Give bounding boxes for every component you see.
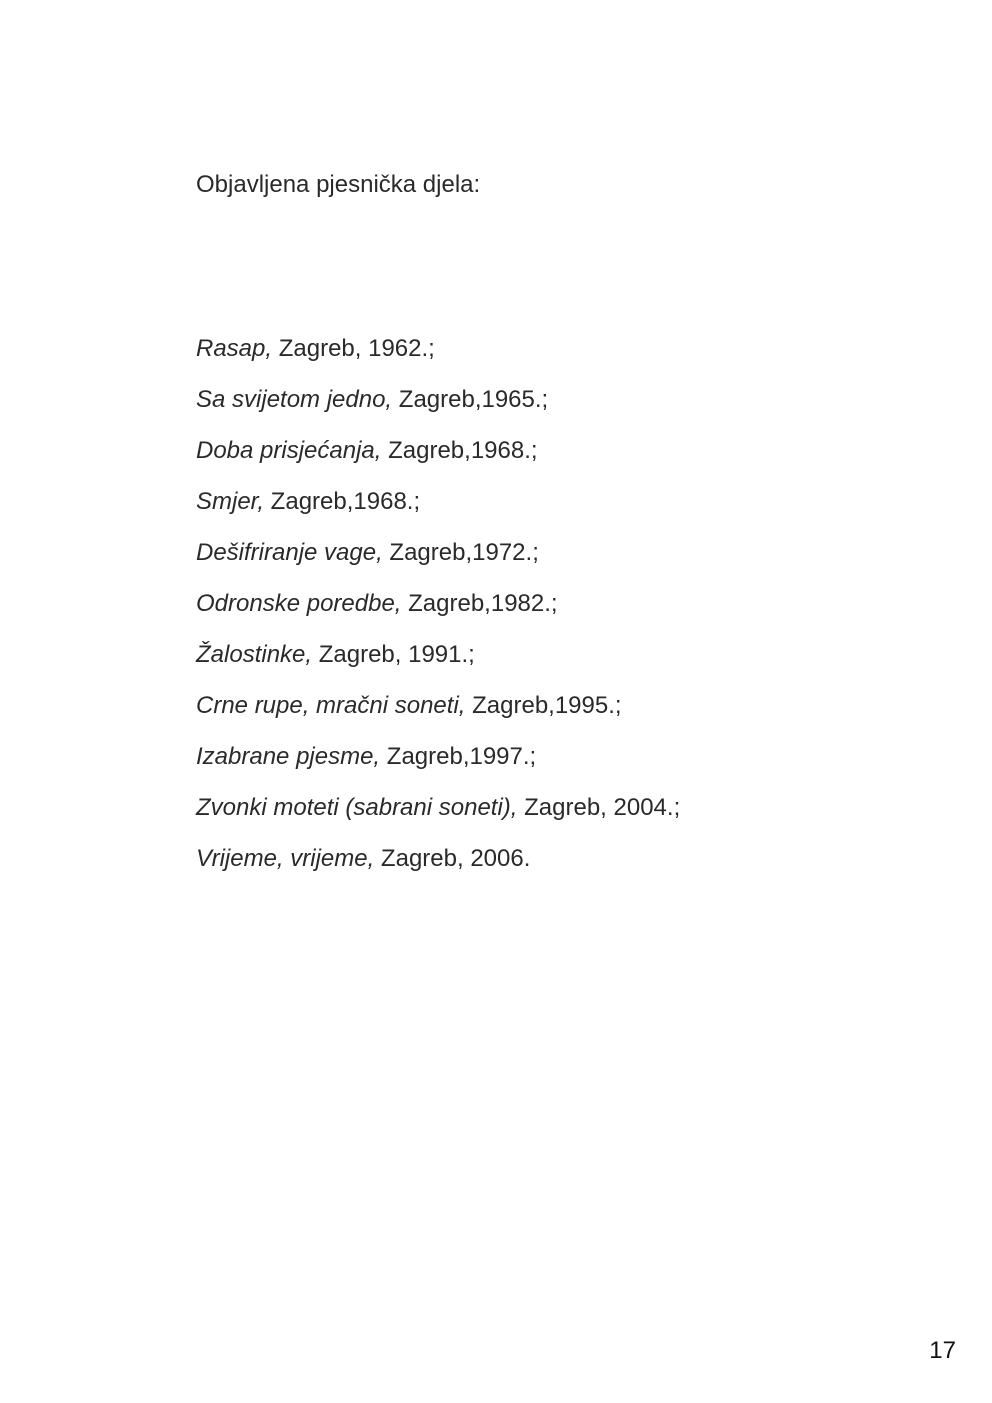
page-number: 17 bbox=[929, 1337, 956, 1364]
list-item bbox=[196, 334, 680, 385]
work-details: Zagreb,1965.; bbox=[392, 386, 549, 413]
work-details: Zagreb,1995.; bbox=[465, 692, 622, 719]
work-details: Zagreb,1972.; bbox=[382, 539, 539, 566]
work-details: Zagreb,1968.; bbox=[264, 488, 421, 515]
work-title: Zvonki moteti (sabrani soneti), bbox=[196, 794, 518, 821]
work-title: Izabrane pjesme, bbox=[196, 743, 381, 770]
list-item bbox=[196, 385, 680, 436]
work-title: Rasap, bbox=[196, 335, 273, 362]
list-item bbox=[196, 589, 680, 640]
work-title: Smjer, bbox=[196, 488, 265, 515]
work-details: Zagreb, 1962.; bbox=[272, 335, 435, 362]
list-item bbox=[196, 538, 680, 589]
work-details: Zagreb, 1991.; bbox=[312, 641, 475, 668]
work-title: Odronske poredbe, bbox=[196, 590, 402, 617]
work-details: Zagreb,1982.; bbox=[401, 590, 558, 617]
list-item bbox=[196, 487, 680, 538]
work-details: Zagreb, 2006. bbox=[374, 845, 531, 872]
list-item bbox=[196, 691, 680, 742]
work-title: Crne rupe, mračni soneti, bbox=[196, 692, 466, 719]
work-details: Zagreb,1997.; bbox=[380, 743, 537, 770]
list-item bbox=[196, 793, 680, 844]
work-title: Doba prisjećanja, bbox=[196, 437, 382, 464]
work-title: Dešifriranje vage, bbox=[196, 539, 383, 566]
list-item bbox=[196, 742, 680, 793]
work-title: Sa svijetom jedno, bbox=[196, 386, 393, 413]
work-title: Žalostinke, bbox=[196, 641, 313, 668]
work-title: Vrijeme, vrijeme, bbox=[196, 845, 375, 872]
page-heading: Objavljena pjesnička djela: bbox=[196, 171, 481, 198]
work-details: Zagreb,1968.; bbox=[381, 437, 538, 464]
list-item bbox=[196, 640, 680, 691]
list-item bbox=[196, 844, 680, 895]
works-list bbox=[196, 334, 680, 895]
list-item bbox=[196, 436, 680, 487]
work-details: Zagreb, 2004.; bbox=[517, 794, 681, 821]
